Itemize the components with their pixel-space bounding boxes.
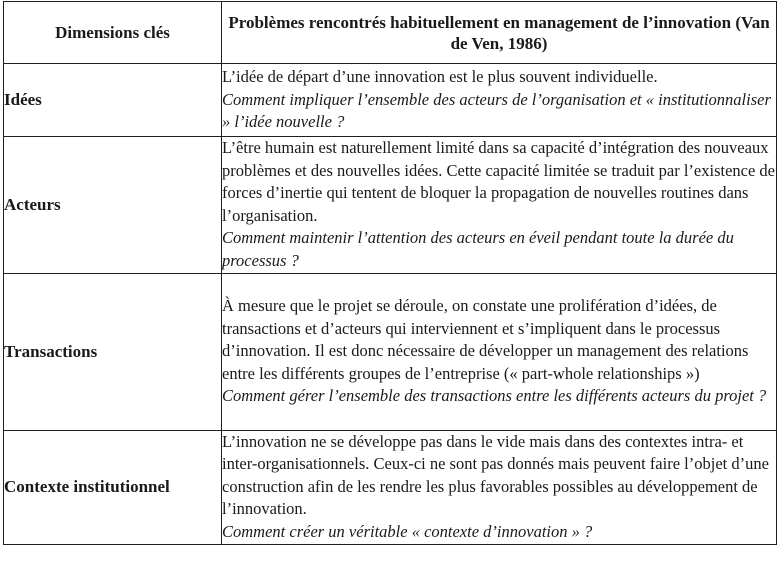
row-description [222,64,777,137]
description-question: Comment impliquer l’ensemble des acteurs de l’organisation et « institutionnaliser » l’idée nouvelle ? [222,89,771,132]
row-dimension: Idées [4,64,222,137]
description-text: L’innovation ne se développe pas dans le vide mais dans des contextes intra- et inter-organisationnels. Ceux-ci ne sont pas donnés mais peuvent faire l’objet d’une construction afin de les rendre les plus favorables possibles au développement de l’innovation. [222,431,769,519]
row-dimension: Transactions [4,273,222,430]
table-row [4,430,777,544]
row-dimension: Contexte institutionnel [4,430,222,544]
header-dimensions: Dimensions clés [4,2,222,64]
header-problems: Problèmes rencontrés habituellement en management de l’innovation (Van de Ven, 1986) [222,2,777,64]
row-description [222,430,777,544]
table-row [4,64,777,137]
table-row [4,137,777,274]
row-description [222,273,777,430]
description-question: Comment maintenir l’attention des acteurs en éveil pendant toute la durée du processus ? [222,228,734,270]
description-question: Comment créer un véritable « contexte d’innovation » ? [222,521,593,541]
table-row [4,273,777,430]
row-dimension: Acteurs [4,137,222,274]
innovation-problems-table [3,1,777,545]
description-question: Comment gérer l’ensemble des transactions entre les différents acteurs du projet ? [222,386,767,406]
description-text: À mesure que le projet se déroule, on constate une prolifération d’idées, de transactions et d’acteurs qui interviennent et s’impliquent dans le processus d’innovation. Il est donc nécessaire de développer un management des relations entre les différents groupes de l’entreprise (« part-whole relationships ») [222,296,749,383]
description-text: L’idée de départ d’une innovation est le plus souvent individuelle. [222,67,658,87]
table-header-row [4,2,777,64]
row-description [222,137,777,274]
description-text: L’être humain est naturellement limité dans sa capacité d’intégration des nouveaux problèmes et des nouvelles idées. Cette capacité limitée se traduit par l’existence de forces d’inertie qui tentent de bloquer la propagation de nouvelles routines dans l’organisation. [222,138,775,225]
